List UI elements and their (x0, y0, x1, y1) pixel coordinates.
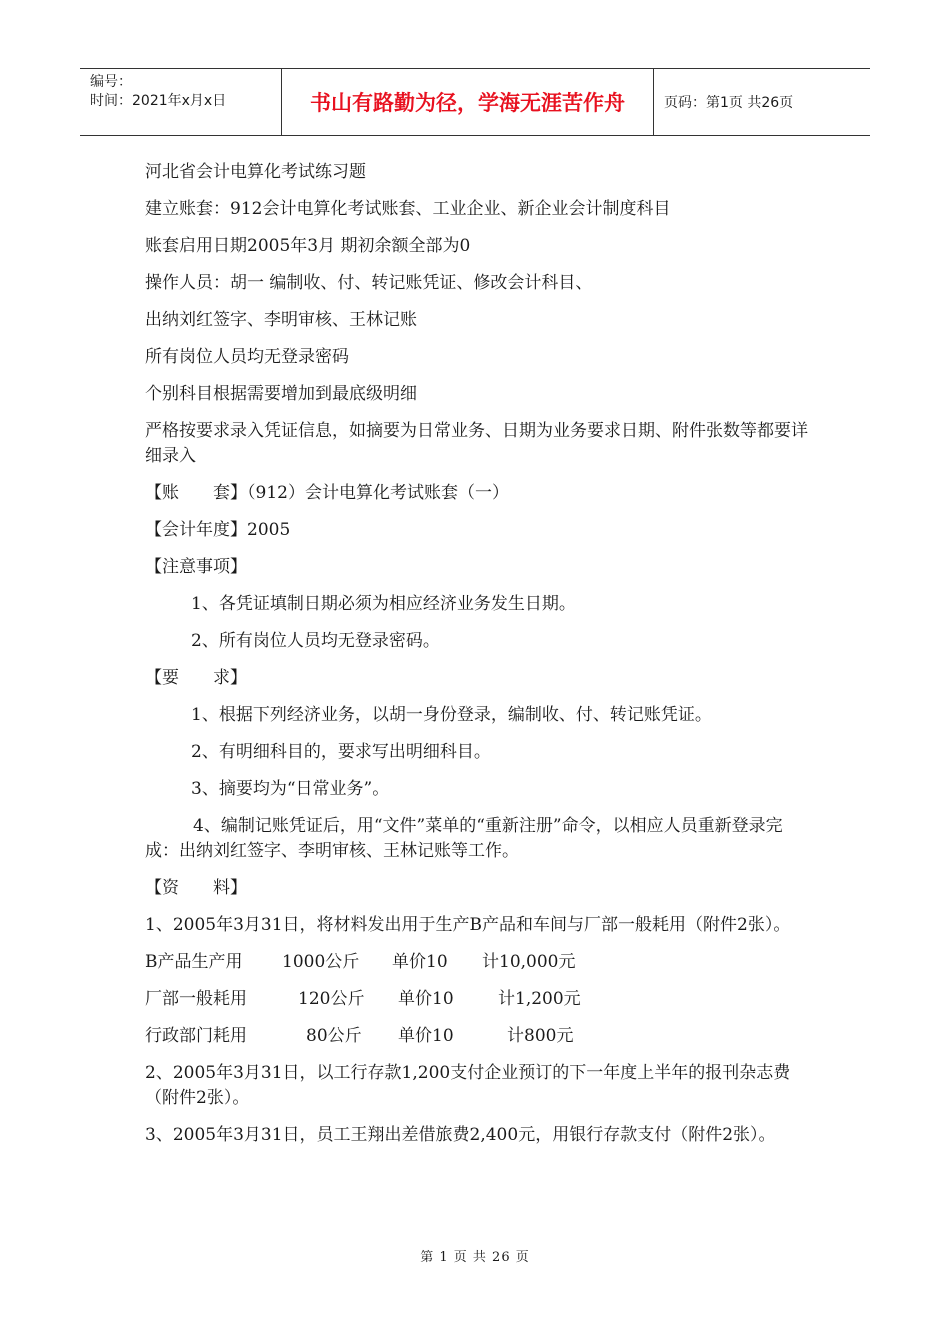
page-header (80, 68, 870, 136)
header-meta (80, 69, 282, 135)
material-price: 单价10 (392, 952, 448, 972)
note-item: 1、各凭证填制日期必须为相应经济业务发生日期。 (191, 594, 576, 614)
material-price: 单价10 (398, 989, 454, 1009)
requirement-item: 3、摘要均为“日常业务”。 (191, 779, 390, 799)
document-title: 河北省会计电算化考试练习题 (145, 162, 366, 182)
material-name: 行政部门耗用 (145, 1026, 247, 1046)
header-page-info: 页码：第1页 共26页 (664, 95, 794, 111)
header-motto: 书山有路勤为径，学海无涯苦作舟 (282, 69, 654, 135)
business-item-1: 1、2005年3月31日，将材料发出用于生产B产品和车间与厂部一般耗用（附件2张）。 (145, 915, 791, 935)
material-row (145, 987, 815, 1012)
setup-line: 严格按要求录入凭证信息，如摘要为日常业务、日期为业务要求日期、附件张数等都要详细录入 (145, 421, 808, 466)
requirements-heading: 【要 求】 (145, 668, 247, 688)
material-total: 计10,000元 (482, 952, 576, 972)
material-qty: 80公斤 (306, 1026, 362, 1046)
data-heading: 【资 料】 (145, 878, 247, 898)
material-qty: 120公斤 (298, 989, 365, 1009)
year-line: 【会计年度】2005 (145, 520, 291, 540)
requirement-item: 4、编制记账凭证后，用“文件”菜单的“重新注册”命令，以相应人员重新登录完成：出纳刘红签字、李明审核、王林记账等工作。 (145, 816, 783, 861)
business-item-2: 2、2005年3月31日，以工行存款1,200支付企业预订的下一年度上半年的报刊杂志费（附件2张）。 (145, 1063, 791, 1108)
requirement-item: 1、根据下列经济业务，以胡一身份登录，编制收、付、转记账凭证。 (191, 705, 712, 725)
time-label: 时间：2021年x月x日 (90, 93, 227, 109)
page-footer: 第 1 页 共 26 页 (420, 1250, 530, 1265)
setup-line: 出纳刘红签字、李明审核、王林记账 (145, 310, 417, 330)
document-body (145, 160, 815, 1160)
material-total: 计1,200元 (498, 989, 581, 1009)
requirement-item: 2、有明细科目的，要求写出明细科目。 (191, 742, 491, 762)
setup-line: 账套启用日期2005年3月 期初余额全部为0 (145, 236, 471, 256)
material-row (145, 1024, 815, 1049)
notes-heading: 【注意事项】 (145, 557, 247, 577)
note-item: 2、所有岗位人员均无登录密码。 (191, 631, 440, 651)
setup-line: 操作人员：胡一 编制收、付、转记账凭证、修改会计科目、 (145, 273, 593, 293)
material-price: 单价10 (398, 1026, 454, 1046)
material-name: B产品生产用 (145, 952, 243, 972)
number-label: 编号： (90, 74, 132, 90)
setup-line: 所有岗位人员均无登录密码 (145, 347, 349, 367)
material-qty: 1000公斤 (282, 952, 360, 972)
setup-line: 建立账套：912会计电算化考试账套、工业企业、新企业会计制度科目 (145, 199, 671, 219)
material-row (145, 950, 815, 975)
account-line: 【账 套】（912）会计电算化考试账套（一） (145, 483, 509, 503)
setup-line: 个别科目根据需要增加到最底级明细 (145, 384, 417, 404)
material-name: 厂部一般耗用 (145, 989, 247, 1009)
material-total: 计800元 (507, 1026, 574, 1046)
business-item-3: 3、2005年3月31日，员工王翔出差借旅费2,400元，用银行存款支付（附件2张）。 (145, 1125, 776, 1145)
